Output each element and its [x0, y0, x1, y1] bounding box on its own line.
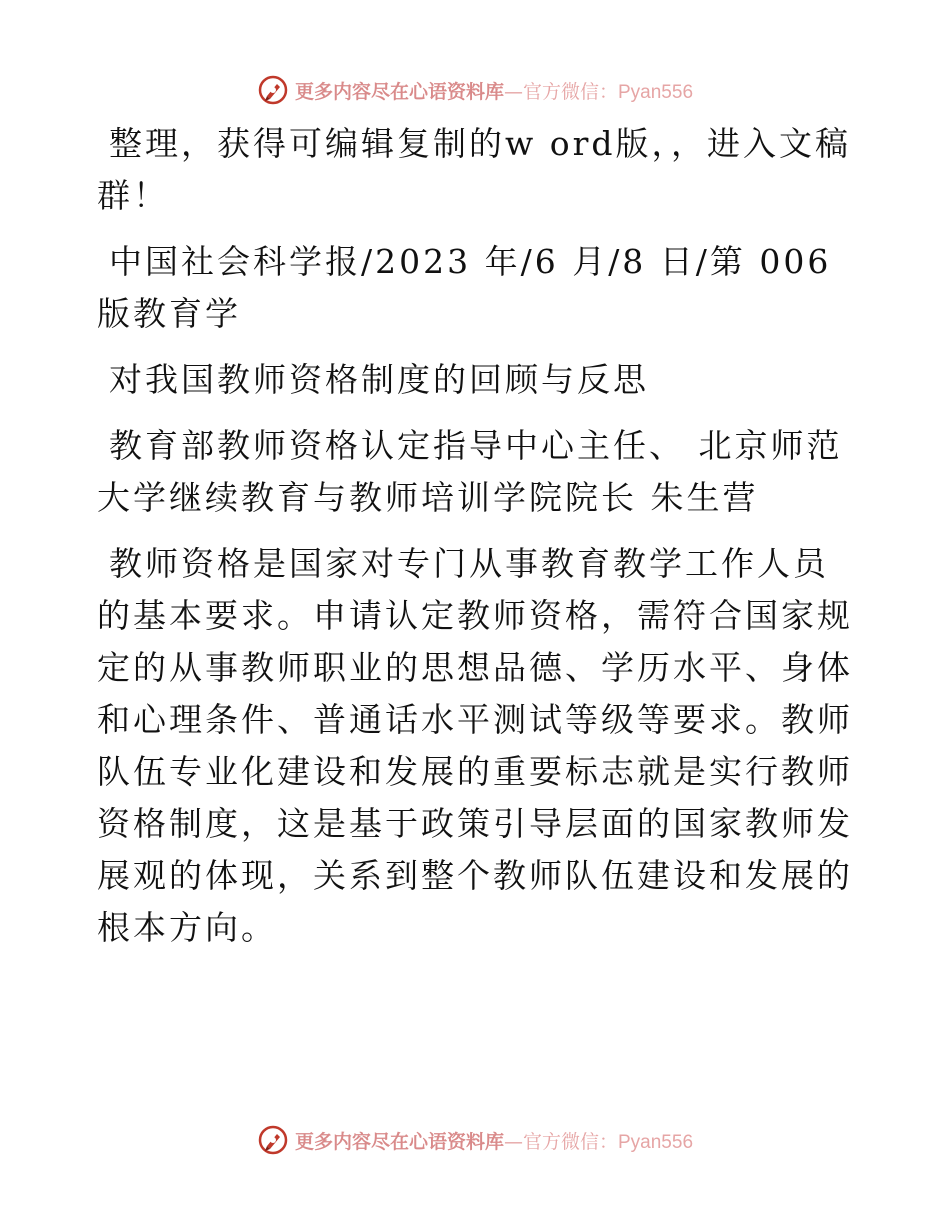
document-body — [97, 118, 857, 968]
intro-paragraph: 整理，获得可编辑复制的w ord版，，进入文稿群！ — [97, 124, 852, 215]
article-title: 对我国教师资格制度的回顾与反思 — [109, 360, 649, 399]
source-citation: 中国社会科学报/2023 年/6 月/8 日/第 006 版教育学 — [97, 242, 832, 333]
footer-banner-text: 更多内容尽在心语资料库—官方微信：Pyan556 — [294, 1130, 694, 1153]
footer-watermark — [0, 1120, 950, 1160]
body-paragraph: 教师资格是国家对专门从事教育教学工作人员的基本要求。申请认定教师资格，需符合国家规定的从事教师职业的思想品德、学历水平、身体和心理条件、普通话水平测试等级等要求。教师队伍专业化建设和发展的重要标志就是实行教师资格制度，这是基于政策引导层面的国家教师发展观的体现，关系到整个教师队伍建设和发展的根本方向。 — [97, 544, 853, 947]
pen-logo-icon — [257, 74, 289, 106]
header-banner-text: 更多内容尽在心语资料库—官方微信：Pyan556 — [294, 80, 694, 103]
pen-logo-icon — [257, 1124, 289, 1156]
author-line: 教育部教师资格认定指导中心主任、 北京师范大学继续教育与教师培训学院院长 朱生营 — [97, 426, 843, 517]
header-watermark — [0, 70, 950, 110]
